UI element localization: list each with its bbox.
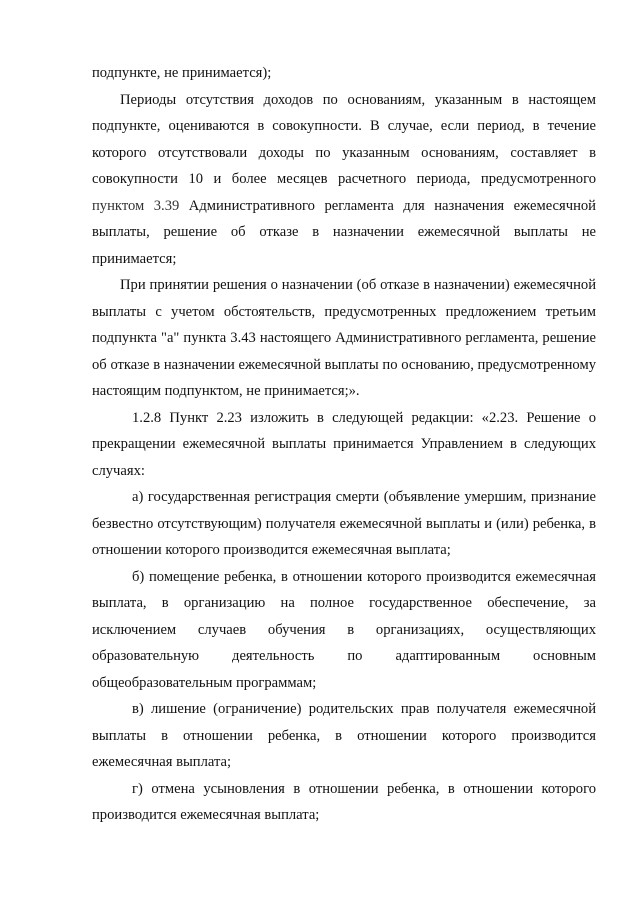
- list-item-g: г) отмена усыновления в отношении ребенка, в отношении которого производится ежемесячная выплата;: [92, 780, 596, 823]
- paragraph-income-periods: [92, 87, 596, 273]
- clause-3-39-link[interactable]: пунктом 3.39: [92, 197, 180, 214]
- paragraph-text: Периоды отсутствия доходов по основаниям, указанным в настоящем подпункте, оцениваются в совокупности. В случае, если период, в течение которого отсутствовали доходы по указанным основаниям, составляет в совокупности 10 и более месяцев расчетного периода, предусмотренного: [92, 91, 596, 187]
- paragraph-text: Административного регламента для назначения ежемесячной выплаты, решение об отказе в назначении ежемесячной выплаты не принимается;: [92, 197, 596, 267]
- list-item-b: б) помещение ребенка, в отношении которого производится ежемесячная выплата, в организацию на полное государственное обеспечение, за исключением случаев обучения в организациях, осуществляющих образовательную деятельность по адаптированным основным общеобразовательным программам;: [92, 568, 596, 691]
- list-item-v: в) лишение (ограничение) родительских прав получателя ежемесячной выплаты в отношении ребенка, в отношении которого производится ежемесячная выплата;: [92, 701, 596, 770]
- paragraph-clause-1-2-8: 1.2.8 Пункт 2.23 изложить в следующей редакции: «2.23. Решение о прекращении ежемесячной выплаты принимается Управлением в следующих случаях:: [92, 409, 596, 479]
- paragraph-continuation: подпункте, не принимается);: [92, 65, 272, 81]
- paragraph-decision-circumstances: При принятии решения о назначении (об отказе в назначении) ежемесячной выплаты с учетом обстоятельств, предусмотренных предложением третьим подпункта "а" пункта 3.43 настоящего Административного регламента, решение об отказе в назначении ежемесячной выплаты по основанию, предусмотренному настоящим подпунктом, не принимается;».: [92, 277, 596, 399]
- list-item-a: а) государственная регистрация смерти (объявление умершим, признание безвестно отсутствующим) получателя ежемесячной выплаты и (или) ребенка, в отношении которого производится ежемесячная выплата;: [92, 489, 596, 558]
- document-page: [92, 60, 596, 829]
